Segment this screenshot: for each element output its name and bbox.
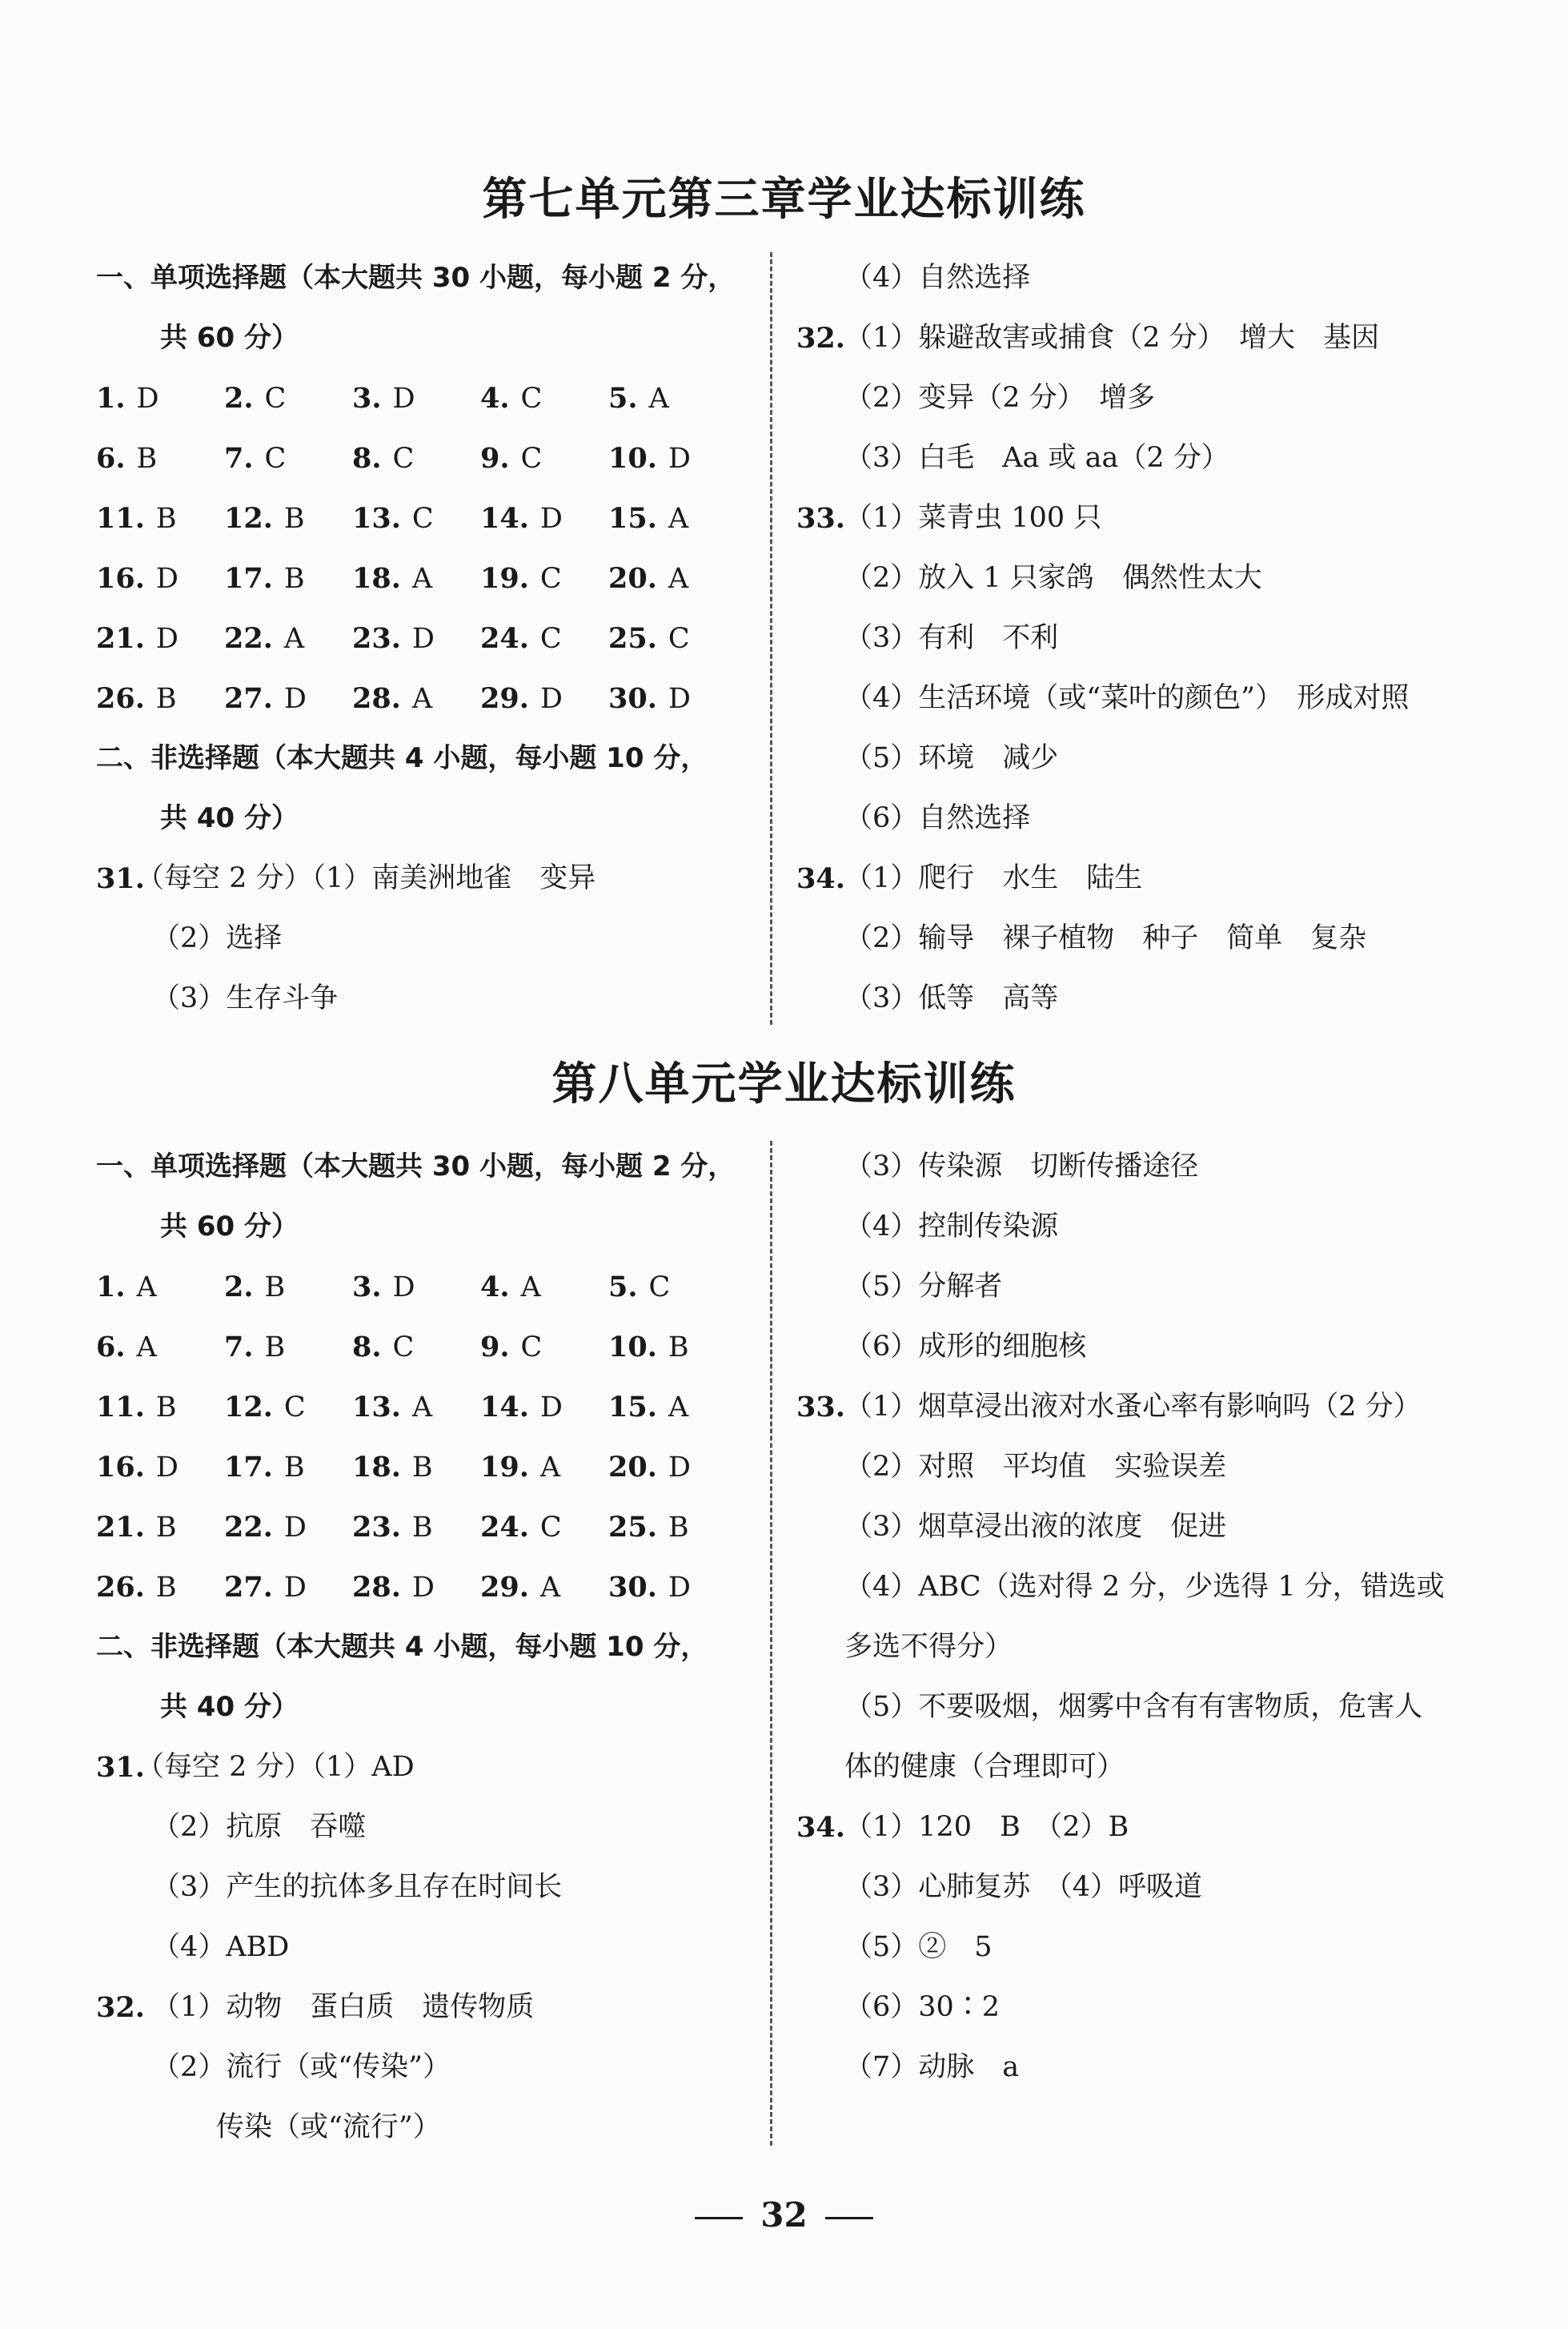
unit8-q32-answer: （1）动物 蛋白质 遗传物质 [152, 1991, 535, 2023]
mc-answer [96, 1317, 224, 1377]
mc-answer-letter: C [648, 1271, 671, 1303]
unit8-q33-answer: （3）烟草浸出液的浓度 促进 [844, 1511, 1227, 1543]
mc-answer [480, 548, 608, 608]
unit8-q32-answer: （6）成形的细胞核 [844, 1331, 1087, 1363]
mc-answer-letter: C [411, 503, 434, 535]
mc-answer-letter: B [155, 683, 177, 715]
mc-answer-letter: B [136, 443, 158, 475]
unit7-q34-answer: （1）爬行 水生 陆生 [844, 862, 1143, 894]
unit8-section2-heading-cont: 共 40 分） [160, 1691, 299, 1723]
unit7-mc-row [96, 669, 736, 729]
unit7-q33-answer: （2）放入 1 只家鸽 偶然性太大 [844, 562, 1262, 594]
unit7-q32-answer: （1）躲避敌害或捕食（2 分） 增大 基因 [844, 322, 1380, 354]
mc-question-number: 9. [480, 1331, 510, 1363]
mc-question-number: 19. [480, 562, 529, 595]
mc-answer-letter: A [539, 1572, 561, 1604]
mc-question-number: 10. [608, 442, 657, 475]
unit8-q32-number: 32. [96, 1991, 145, 2024]
mc-answer-letter: D [283, 1572, 307, 1604]
mc-answer [608, 1557, 736, 1617]
mc-answer-letter: C [539, 563, 562, 595]
mc-answer-letter: D [155, 623, 178, 655]
mc-answer-letter: B [264, 1331, 286, 1363]
mc-answer [224, 1557, 352, 1617]
mc-answer-letter: D [668, 683, 691, 715]
unit8-q34-number: 34. [796, 1811, 845, 1844]
mc-answer [480, 669, 608, 729]
page-number-dash-right [825, 2217, 873, 2219]
mc-answer-letter: C [283, 1391, 306, 1424]
mc-answer [480, 488, 608, 548]
mc-question-number: 24. [480, 1511, 529, 1544]
mc-question-number: 4. [480, 1271, 510, 1303]
unit8-mc-row [96, 1377, 736, 1437]
mc-question-number: 26. [96, 1571, 145, 1604]
mc-question-number: 19. [480, 1451, 529, 1484]
mc-answer [352, 488, 480, 548]
page-number [0, 2191, 1568, 2239]
unit7-right-column [796, 248, 1501, 1033]
unit8-q32-answer: （2）流行（或“传染”） [152, 2051, 451, 2083]
mc-answer [224, 1497, 352, 1557]
mc-answer [480, 608, 608, 669]
mc-question-number: 16. [96, 1451, 145, 1484]
mc-question-number: 8. [352, 442, 382, 475]
mc-question-number: 7. [224, 1331, 254, 1363]
mc-answer-letter: B [411, 1452, 433, 1484]
unit7-q34-answer: （2）输导 裸子植物 种子 简单 复杂 [844, 922, 1367, 954]
unit8-q33-answer: 体的健康（合理即可） [844, 1751, 1125, 1783]
mc-question-number: 23. [352, 622, 401, 655]
unit7-q33-answer: （3）有利 不利 [844, 622, 1059, 654]
mc-answer-letter: D [283, 1512, 307, 1544]
unit8-q31-answer: （3）产生的抗体多且存在时间长 [152, 1871, 563, 1903]
mc-question-number: 20. [608, 562, 657, 595]
mc-answer-letter: C [392, 443, 415, 475]
mc-question-number: 27. [224, 1571, 273, 1604]
unit7-section1-heading-cont: 共 60 分） [160, 322, 299, 354]
mc-answer-letter: D [539, 503, 563, 535]
mc-question-number: 5. [608, 1271, 638, 1303]
mc-answer-letter: A [136, 1271, 157, 1303]
mc-question-number: 27. [224, 682, 273, 715]
mc-question-number: 17. [224, 562, 273, 595]
mc-answer-letter: A [411, 1391, 433, 1424]
mc-answer [352, 1497, 480, 1557]
mc-answer-letter: A [411, 563, 433, 595]
unit8-q32-answer: （3）传染源 切断传播途径 [844, 1150, 1199, 1183]
mc-question-number: 16. [96, 562, 145, 595]
mc-answer [96, 1257, 224, 1317]
mc-answer-letter: D [136, 383, 159, 415]
mc-question-number: 10. [608, 1331, 657, 1363]
mc-question-number: 11. [96, 1391, 145, 1424]
unit7-q31-answer: （4）自然选择 [844, 262, 1031, 294]
mc-question-number: 3. [352, 1271, 382, 1303]
unit7-mc-row [96, 488, 736, 548]
mc-answer-letter: D [411, 1572, 435, 1604]
unit7-mc-row [96, 428, 736, 488]
mc-answer [96, 1377, 224, 1437]
mc-question-number: 18. [352, 562, 401, 595]
mc-answer-letter: D [392, 383, 415, 415]
mc-question-number: 7. [224, 442, 254, 475]
mc-answer [224, 1317, 352, 1377]
mc-question-number: 18. [352, 1451, 401, 1484]
mc-question-number: 25. [608, 622, 657, 655]
unit8-q32-answer: 传染（或“流行”） [216, 2111, 441, 2143]
unit8-q34-answer: （7）动脉 a [844, 2051, 1020, 2083]
mc-answer-letter: B [283, 503, 305, 535]
page-number-dash-left [695, 2217, 743, 2219]
mc-question-number: 5. [608, 382, 638, 415]
mc-question-number: 11. [96, 502, 145, 535]
mc-answer-letter: A [539, 1452, 561, 1484]
unit8-column-divider [770, 1141, 772, 2146]
mc-answer [352, 1437, 480, 1497]
unit8-q34-answer: （3）心肺复苏 （4）呼吸道 [844, 1871, 1203, 1903]
mc-answer-letter: C [264, 443, 287, 475]
mc-answer [608, 368, 736, 428]
unit8-q33-number: 33. [796, 1391, 845, 1424]
mc-answer-letter: B [155, 1512, 177, 1544]
mc-answer-letter: C [520, 443, 543, 475]
mc-answer [480, 1377, 608, 1437]
unit7-section2-heading: 二、非选择题（本大题共 4 小题，每小题 10 分， [96, 742, 708, 774]
mc-question-number: 29. [480, 1571, 529, 1604]
mc-answer [608, 669, 736, 729]
unit7-q34-number: 34. [796, 862, 845, 895]
mc-answer [96, 608, 224, 669]
unit8-left-column [96, 1137, 752, 2146]
mc-answer-letter: D [155, 1452, 178, 1484]
mc-answer [480, 1257, 608, 1317]
mc-answer-letter: D [539, 1391, 563, 1424]
unit8-mc-row [96, 1557, 736, 1617]
mc-answer [608, 548, 736, 608]
mc-answer-letter: B [155, 503, 177, 535]
page-number-value: 32 [760, 2195, 808, 2235]
mc-question-number: 9. [480, 442, 510, 475]
unit8-q33-answer: （5）不要吸烟，烟雾中含有有害物质，危害人 [844, 1691, 1423, 1723]
mc-question-number: 25. [608, 1511, 657, 1544]
unit7-q33-answer: （4）生活环境（或“菜叶的颜色”） 形成对照 [844, 682, 1410, 714]
mc-question-number: 22. [224, 622, 273, 655]
mc-question-number: 2. [224, 382, 254, 415]
mc-answer-letter: C [520, 1331, 543, 1363]
mc-answer-letter: B [283, 1452, 305, 1484]
mc-answer-letter: B [411, 1512, 433, 1544]
mc-answer-letter: A [411, 683, 433, 715]
mc-answer [96, 1557, 224, 1617]
mc-question-number: 21. [96, 622, 145, 655]
mc-answer-letter: C [264, 383, 287, 415]
unit7-column-divider [770, 252, 772, 1025]
mc-answer-letter: D [392, 1271, 415, 1303]
unit7-q33-answer: （1）菜青虫 100 只 [844, 502, 1102, 534]
unit8-title: 第八单元学业达标训练 [551, 1058, 1017, 1110]
mc-question-number: 22. [224, 1511, 273, 1544]
mc-question-number: 13. [352, 1391, 401, 1424]
mc-answer-letter: B [155, 1572, 177, 1604]
mc-answer [352, 1257, 480, 1317]
unit8-q32-answer: （5）分解者 [844, 1271, 1003, 1303]
mc-answer [224, 608, 352, 669]
mc-question-number: 14. [480, 1391, 529, 1424]
unit7-mc-row [96, 368, 736, 428]
unit8-right-column [796, 1137, 1501, 2146]
mc-answer [224, 1437, 352, 1497]
mc-answer [352, 669, 480, 729]
unit8-mc-row [96, 1437, 736, 1497]
mc-answer-letter: A [648, 383, 669, 415]
mc-answer [608, 1437, 736, 1497]
unit8-q32-answer: （4）控制传染源 [844, 1211, 1059, 1243]
mc-answer-letter: C [539, 623, 562, 655]
mc-question-number: 14. [480, 502, 529, 535]
mc-answer [96, 1497, 224, 1557]
unit8-q34-answer: （6）30∶2 [844, 1991, 1001, 2023]
mc-question-number: 12. [224, 1391, 273, 1424]
mc-answer-letter: A [668, 503, 689, 535]
unit8-q33-answer: （4）ABC（选对得 2 分，少选得 1 分，错选或 [844, 1571, 1445, 1603]
mc-question-number: 8. [352, 1331, 382, 1363]
mc-question-number: 3. [352, 382, 382, 415]
mc-answer [352, 368, 480, 428]
mc-answer-letter: A [668, 1391, 689, 1424]
mc-answer [224, 1377, 352, 1437]
mc-answer-letter: A [668, 563, 689, 595]
mc-answer [608, 1377, 736, 1437]
unit7-q32-number: 32. [796, 322, 845, 355]
mc-answer [352, 1377, 480, 1437]
mc-answer [480, 1437, 608, 1497]
unit8-section2-heading: 二、非选择题（本大题共 4 小题，每小题 10 分， [96, 1631, 708, 1663]
unit7-q34-answer: （3）低等 高等 [844, 982, 1059, 1014]
mc-answer [352, 428, 480, 488]
unit7-q32-answer: （3）白毛 Aa 或 aa（2 分） [844, 442, 1229, 474]
mc-answer [96, 1437, 224, 1497]
mc-question-number: 2. [224, 1271, 254, 1303]
mc-answer [480, 1317, 608, 1377]
unit8-mc-row [96, 1257, 736, 1317]
mc-question-number: 26. [96, 682, 145, 715]
mc-answer [352, 548, 480, 608]
mc-answer [224, 548, 352, 608]
unit7-q33-answer: （5）环境 减少 [844, 742, 1059, 774]
unit8-q31-answer: （2）抗原 吞噬 [152, 1811, 367, 1843]
mc-question-number: 13. [352, 502, 401, 535]
mc-answer-letter: B [155, 1391, 177, 1424]
mc-answer [96, 669, 224, 729]
unit8-q34-answer: （1）120 B （2）B [844, 1811, 1129, 1843]
mc-answer-letter: B [668, 1331, 689, 1363]
mc-question-number: 30. [608, 682, 657, 715]
mc-answer [608, 1497, 736, 1557]
mc-question-number: 28. [352, 682, 401, 715]
mc-answer-letter: D [283, 683, 307, 715]
mc-answer-letter: C [392, 1331, 415, 1363]
mc-answer-letter: D [668, 1572, 691, 1604]
mc-answer-letter: D [411, 623, 435, 655]
unit7-q31-answer: （2）选择 [152, 922, 283, 954]
mc-answer [224, 669, 352, 729]
mc-question-number: 4. [480, 382, 510, 415]
mc-answer [352, 608, 480, 669]
mc-question-number: 30. [608, 1571, 657, 1604]
mc-answer [352, 1557, 480, 1617]
mc-answer-letter: D [668, 1452, 691, 1484]
unit7-left-column [96, 248, 752, 1033]
mc-question-number: 28. [352, 1571, 401, 1604]
mc-question-number: 15. [608, 1391, 657, 1424]
unit8-q33-answer: 多选不得分） [844, 1631, 1013, 1663]
mc-answer [608, 1317, 736, 1377]
mc-question-number: 6. [96, 1331, 126, 1363]
mc-answer [608, 1257, 736, 1317]
mc-answer-letter: D [155, 563, 178, 595]
unit8-q33-answer: （1）烟草浸出液对水蚤心率有影响吗（2 分） [844, 1391, 1422, 1423]
mc-answer [480, 428, 608, 488]
mc-answer-letter: C [539, 1512, 562, 1544]
unit7-mc-row [96, 548, 736, 608]
mc-answer [608, 608, 736, 669]
mc-question-number: 20. [608, 1451, 657, 1484]
mc-answer-letter: A [136, 1331, 157, 1363]
unit7-q31-answer: （3）生存斗争 [152, 982, 339, 1014]
mc-question-number: 1. [96, 1271, 126, 1303]
unit7-q31-number: 31. [96, 862, 145, 895]
mc-answer [96, 368, 224, 428]
mc-answer [608, 428, 736, 488]
mc-answer-letter: C [668, 623, 690, 655]
unit8-section1-heading: 一、单项选择题（本大题共 30 小题，每小题 2 分， [96, 1150, 736, 1183]
mc-question-number: 17. [224, 1451, 273, 1484]
unit8-q31-answer: （每空 2 分）（1）AD [136, 1751, 415, 1783]
mc-answer [224, 368, 352, 428]
unit7-q31-answer: （每空 2 分）（1）南美洲地雀 变异 [136, 862, 596, 894]
mc-question-number: 24. [480, 622, 529, 655]
mc-answer-letter: A [283, 623, 305, 655]
mc-answer [224, 1257, 352, 1317]
unit7-mc-row [96, 608, 736, 669]
mc-question-number: 23. [352, 1511, 401, 1544]
unit7-q33-answer: （6）自然选择 [844, 802, 1031, 834]
unit8-mc-row [96, 1497, 736, 1557]
unit7-section1-heading: 一、单项选择题（本大题共 30 小题，每小题 2 分， [96, 262, 736, 294]
unit8-q34-answer: （5）② 5 [844, 1931, 993, 1963]
mc-answer-letter: A [520, 1271, 541, 1303]
mc-answer-letter: B [668, 1512, 689, 1544]
unit8-q31-number: 31. [96, 1751, 145, 1784]
unit7-q32-answer: （2）变异（2 分） 增多 [844, 382, 1156, 414]
unit8-q31-answer: （4）ABD [152, 1931, 290, 1963]
mc-answer [608, 488, 736, 548]
mc-answer [480, 1497, 608, 1557]
mc-answer [480, 1557, 608, 1617]
mc-answer-letter: B [283, 563, 305, 595]
mc-answer-letter: D [539, 683, 563, 715]
unit8-mc-row [96, 1317, 736, 1377]
mc-answer-letter: C [520, 383, 543, 415]
unit7-q33-number: 33. [796, 502, 845, 535]
mc-question-number: 15. [608, 502, 657, 535]
mc-question-number: 12. [224, 502, 273, 535]
unit8-section1-heading-cont: 共 60 分） [160, 1211, 299, 1243]
mc-answer [480, 368, 608, 428]
unit7-title: 第七单元第三章学业达标训练 [482, 174, 1086, 226]
mc-answer-letter: B [264, 1271, 286, 1303]
mc-answer [96, 428, 224, 488]
mc-question-number: 29. [480, 682, 529, 715]
unit7-section2-heading-cont: 共 40 分） [160, 802, 299, 834]
unit8-q33-answer: （2）对照 平均值 实验误差 [844, 1451, 1227, 1483]
mc-answer [96, 548, 224, 608]
mc-answer-letter: D [668, 443, 691, 475]
mc-answer [96, 488, 224, 548]
mc-question-number: 1. [96, 382, 126, 415]
mc-answer [224, 428, 352, 488]
mc-question-number: 21. [96, 1511, 145, 1544]
mc-answer [352, 1317, 480, 1377]
mc-question-number: 6. [96, 442, 126, 475]
mc-answer [224, 488, 352, 548]
